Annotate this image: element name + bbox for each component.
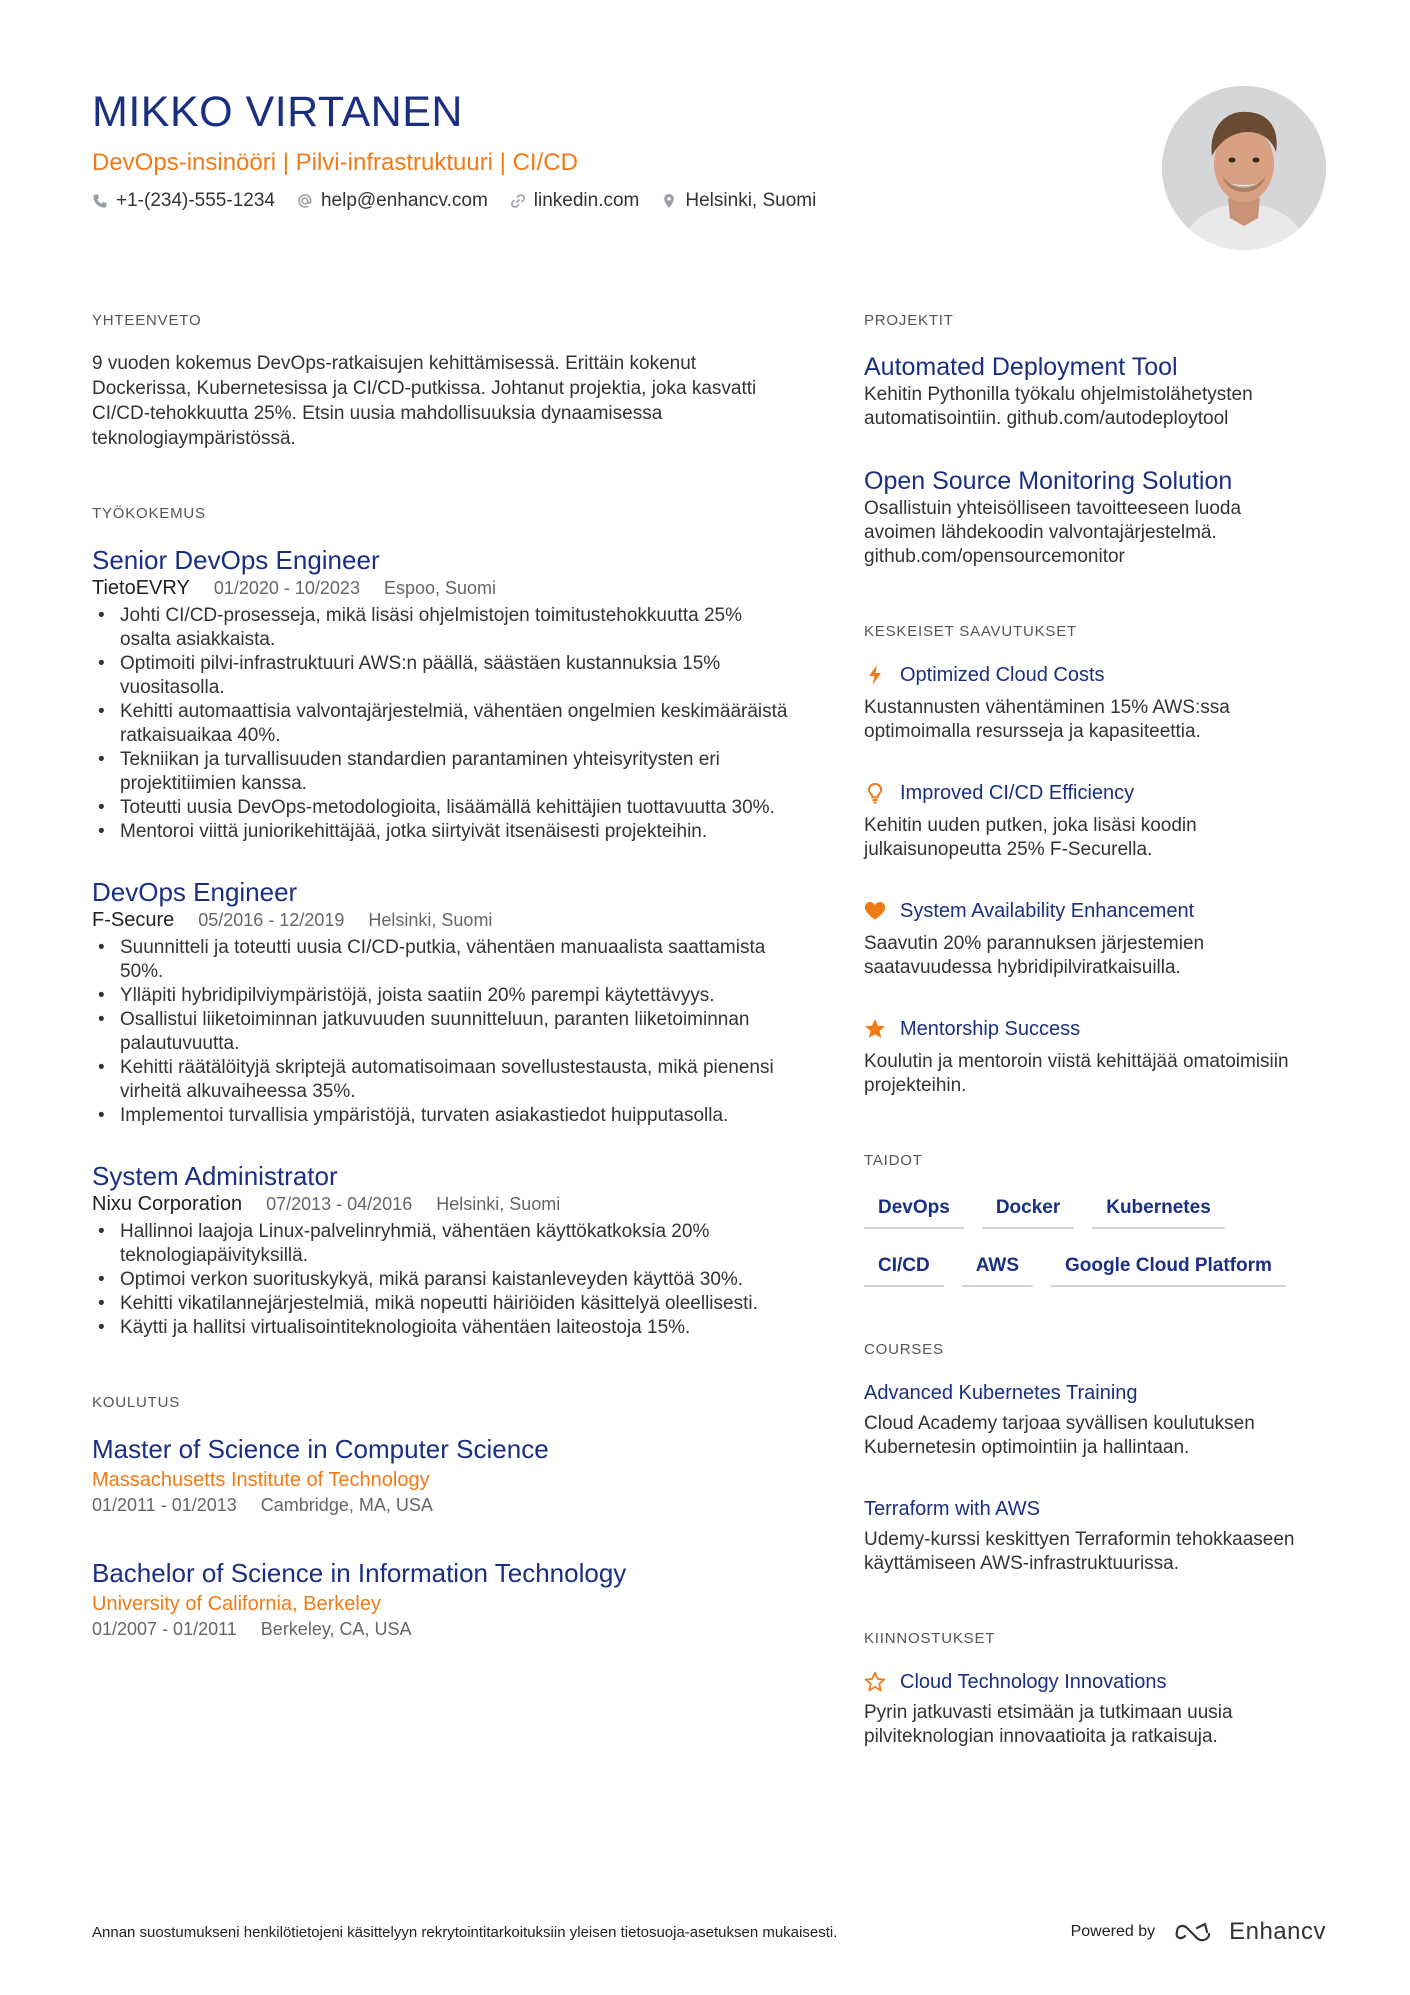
enhancv-logo-icon xyxy=(1173,1920,1221,1944)
contact-linkedin[interactable] xyxy=(510,190,640,212)
summary-heading: YHTEENVETO xyxy=(92,312,202,329)
skill-tag: Google Cloud Platform xyxy=(1051,1249,1286,1287)
job-bullet: • Tekniikan ja turvallisuuden standardien parantaminen yhteisyritysten eri projektitiimien kanssa. xyxy=(92,748,792,796)
job-entry xyxy=(92,1160,792,1340)
projects-section xyxy=(864,312,1314,569)
achievements-section xyxy=(864,623,1314,1098)
job-location: Helsinki, Suomi xyxy=(436,1194,561,1214)
achievement-entry xyxy=(864,898,1314,980)
course-entry xyxy=(864,1380,1314,1460)
job-title: Senior DevOps Engineer xyxy=(92,545,380,575)
achievement-description: Koulutin ja mentoroin viistä kehittäjää omatoimisiin projekteihin. xyxy=(864,1051,1289,1096)
brand-name: Enhancv xyxy=(1229,1918,1326,1945)
achievement-title: Mentorship Success xyxy=(900,1018,1081,1040)
skills-list xyxy=(864,1191,1304,1287)
achievement-entry xyxy=(864,662,1314,744)
linkedin-text: linkedin.com xyxy=(533,190,640,211)
lightbulb-icon xyxy=(864,782,886,804)
footer-branding xyxy=(1071,1918,1326,1946)
job-bullet: • Optimoiti pilvi-infrastruktuuri AWS:n päällä, säästäen kustannuksia 15% vuositasolla. xyxy=(92,652,792,700)
course-title: Advanced Kubernetes Training xyxy=(864,1382,1138,1404)
avatar xyxy=(1162,86,1326,250)
education-meta xyxy=(92,1617,792,1641)
achievement-description: Kehitin uuden putken, joka lisäsi koodin julkaisunopeutta 25% F-Securella. xyxy=(864,815,1197,860)
powered-by-label: Powered by xyxy=(1070,1923,1156,1940)
interest-entry xyxy=(864,1669,1314,1749)
enhancv-logo[interactable] xyxy=(1173,1918,1326,1946)
contact-email[interactable] xyxy=(297,190,488,212)
job-company: Nixu Corporation xyxy=(92,1193,243,1215)
interest-title: Cloud Technology Innovations xyxy=(900,1671,1167,1693)
achievement-entry xyxy=(864,1016,1314,1098)
interests-heading: KIINNOSTUKSET xyxy=(864,1630,996,1647)
contact-location xyxy=(661,190,816,212)
education-heading: KOULUTUS xyxy=(92,1394,181,1411)
course-title: Terraform with AWS xyxy=(864,1498,1040,1520)
candidate-name: MIKKO VIRTANEN xyxy=(92,88,463,136)
link-icon xyxy=(510,193,526,209)
job-meta xyxy=(92,908,792,932)
job-bullet: • Käytti ja hallitsi virtualisointiteknologioita vähentäen laiteostoja 15%. xyxy=(92,1316,792,1340)
contact-row xyxy=(92,190,1132,212)
summary-text: 9 vuoden kokemus DevOps-ratkaisujen kehittämisessä. Erittäin kokenut Dockerissa, Kubernetesissa ja CI/CD-putkissa. Johtanut projektia, joka kasvatti CI/CD-tehokkuutta 25%. Etsin uusia mahdollisuuksia dynaamisessa teknologiaympäristössä. xyxy=(92,353,757,449)
experience-heading: TYÖKOKEMUS xyxy=(92,505,206,522)
job-bullet: • Johti CI/CD-prosesseja, mikä lisäsi ohjelmistojen toimitustehokkuutta 25% osalta asiakkaista. xyxy=(92,604,792,652)
job-bullet: • Toteutti uusia DevOps-metodologioita, lisäämällä kehittäjien tuottavuutta 30%. xyxy=(92,796,792,820)
education-location: Cambridge, MA, USA xyxy=(260,1495,433,1515)
achievement-title: System Availability Enhancement xyxy=(900,900,1195,922)
achievement-description: Kustannusten vähentäminen 15% AWS:ssa optimoimalla resursseja ja kapasiteettia. xyxy=(864,697,1230,742)
job-dates: 07/2013 - 04/2016 xyxy=(266,1194,413,1214)
achievement-description: Saavutin 20% parannuksen järjestemien saatavuudessa hybridipilviratkaisuilla. xyxy=(864,933,1205,978)
job-location: Helsinki, Suomi xyxy=(368,910,493,930)
skills-section xyxy=(864,1152,1314,1287)
skill-tag: AWS xyxy=(962,1249,1033,1287)
avatar-portrait xyxy=(1162,86,1326,250)
bolt-icon xyxy=(864,664,886,686)
skill-tag: DevOps xyxy=(864,1191,964,1229)
job-entry xyxy=(92,544,792,844)
job-bullet: • Optimoi verkon suorituskykyä, mikä paransi kaistanleveyden käyttöä 30%. xyxy=(92,1268,792,1292)
education-meta xyxy=(92,1493,792,1517)
job-bullets xyxy=(92,604,792,844)
job-dates: 01/2020 - 10/2023 xyxy=(213,578,360,598)
education-location: Berkeley, CA, USA xyxy=(260,1619,412,1639)
projects-heading: PROJEKTIT xyxy=(864,312,954,329)
star-outline-icon xyxy=(864,1671,886,1693)
gdpr-consent-note: Annan suostumukseni henkilötietojeni käsittelyyn rekrytointitarkoituksiin yleisen tietosuoja-asetuksen mukaisesti. xyxy=(92,1923,838,1941)
footer xyxy=(92,1918,1326,1946)
skill-tag: Kubernetes xyxy=(1092,1191,1225,1229)
map-pin-icon xyxy=(661,193,677,209)
job-bullets xyxy=(92,1220,792,1340)
degree-title: Bachelor of Science in Information Technology xyxy=(92,1558,627,1588)
at-icon xyxy=(297,193,313,209)
left-column xyxy=(92,312,792,1695)
school-name: University of California, Berkeley xyxy=(92,1593,381,1615)
contact-phone[interactable] xyxy=(92,190,275,212)
course-description: Udemy-kurssi keskittyen Terraformin tehokkaaseen käyttämiseen AWS-infrastruktuurissa. xyxy=(864,1529,1295,1574)
school-name: Massachusetts Institute of Technology xyxy=(92,1469,430,1491)
job-title: DevOps Engineer xyxy=(92,877,298,907)
project-title: Open Source Monitoring Solution xyxy=(864,467,1233,495)
phone-icon xyxy=(92,193,108,209)
achievement-title: Improved CI/CD Efficiency xyxy=(900,782,1135,804)
job-company: TietoEVRY xyxy=(92,577,190,599)
achievement-title: Optimized Cloud Costs xyxy=(900,664,1105,686)
project-entry xyxy=(864,465,1314,569)
interests-section xyxy=(864,1630,1314,1749)
interest-description: Pyrin jatkuvasti etsimään ja tutkimaan uusia pilviteknologian innovaatioita ja ratkaisuja. xyxy=(864,1702,1233,1747)
education-entry xyxy=(92,1557,792,1641)
job-bullet: • Hallinnoi laajoja Linux-palvelinryhmiä, vähentäen käyttökatkoksia 20% teknologiapäivityksillä. xyxy=(92,1220,792,1268)
education-dates: 01/2011 - 01/2013 xyxy=(92,1495,237,1515)
project-description: Kehitin Pythonilla työkalu ohjelmistolähetysten automatisointiin. github.com/autodeploytool xyxy=(864,384,1253,429)
job-bullet: • Ylläpiti hybridipilviympäristöjä, joista saatiin 20% parempi käytettävyys. xyxy=(92,984,792,1008)
job-bullet: • Kehitti vikatilannejärjestelmiä, mikä nopeutti häiriöiden käsittelyä oleellisesti. xyxy=(92,1292,792,1316)
project-title: Automated Deployment Tool xyxy=(864,353,1178,381)
job-bullet: • Kehitti automaattisia valvontajärjestelmiä, vähentäen ongelmien keskimääräistä ratkaisuaikaa 40%. xyxy=(92,700,792,748)
skills-heading: TAIDOT xyxy=(864,1152,923,1169)
right-column xyxy=(864,312,1314,1803)
summary-section xyxy=(92,312,792,451)
star-icon xyxy=(864,1018,886,1040)
job-meta xyxy=(92,576,792,600)
achievements-heading: KESKEISET SAAVUTUKSET xyxy=(864,623,1077,640)
courses-heading: COURSES xyxy=(864,1341,944,1358)
job-bullets xyxy=(92,936,792,1128)
candidate-title: DevOps-insinööri | Pilvi-infrastruktuuri | CI/CD xyxy=(92,149,578,176)
job-title: System Administrator xyxy=(92,1161,338,1191)
education-entry xyxy=(92,1433,792,1517)
job-bullet: • Implementoi turvallisia ympäristöjä, turvaten asiakastiedot huipputasolla. xyxy=(92,1104,792,1128)
job-location: Espoo, Suomi xyxy=(383,578,497,598)
skill-tag: CI/CD xyxy=(864,1249,944,1287)
education-dates: 01/2007 - 01/2011 xyxy=(92,1619,237,1639)
job-dates: 05/2016 - 12/2019 xyxy=(198,910,345,930)
job-bullet: • Osallistui liiketoiminnan jatkuvuuden suunnitteluun, paranten liiketoiminnan palautuvuutta. xyxy=(92,1008,792,1056)
course-description: Cloud Academy tarjoaa syvällisen koulutuksen Kubernetesin optimointiin ja hallintaan. xyxy=(864,1413,1255,1458)
course-entry xyxy=(864,1496,1314,1576)
education-section xyxy=(92,1394,792,1641)
courses-section xyxy=(864,1341,1314,1576)
degree-title: Master of Science in Computer Science xyxy=(92,1434,549,1464)
resume-header xyxy=(92,86,1132,212)
project-description: Osallistuin yhteisölliseen tavoitteeseen luoda avoimen lähdekoodin valvontajärjestelmä. github.com/opensourcemonitor xyxy=(864,498,1242,567)
location-text: Helsinki, Suomi xyxy=(685,190,817,211)
job-company: F-Secure xyxy=(92,909,175,931)
job-bullet: • Suunnitteli ja toteutti uusia CI/CD-putkia, vähentäen manuaalista saattamista 50%. xyxy=(92,936,792,984)
experience-section xyxy=(92,505,792,1340)
job-entry xyxy=(92,876,792,1128)
heart-icon xyxy=(864,900,886,922)
achievement-entry xyxy=(864,780,1314,862)
email-text: help@enhancv.com xyxy=(320,190,488,211)
skill-tag: Docker xyxy=(982,1191,1074,1229)
job-bullet: • Kehitti räätälöityjä skriptejä automatisoimaan sovellustestausta, mikä pienensi virheitä alkuvaiheessa 35%. xyxy=(92,1056,792,1104)
project-entry xyxy=(864,351,1314,431)
phone-text: +1-(234)-555-1234 xyxy=(116,190,275,211)
job-meta xyxy=(92,1192,792,1216)
job-bullet: • Mentoroi viittä juniorikehittäjää, jotka siirtyivät itsenäisesti projekteihin. xyxy=(92,820,792,844)
